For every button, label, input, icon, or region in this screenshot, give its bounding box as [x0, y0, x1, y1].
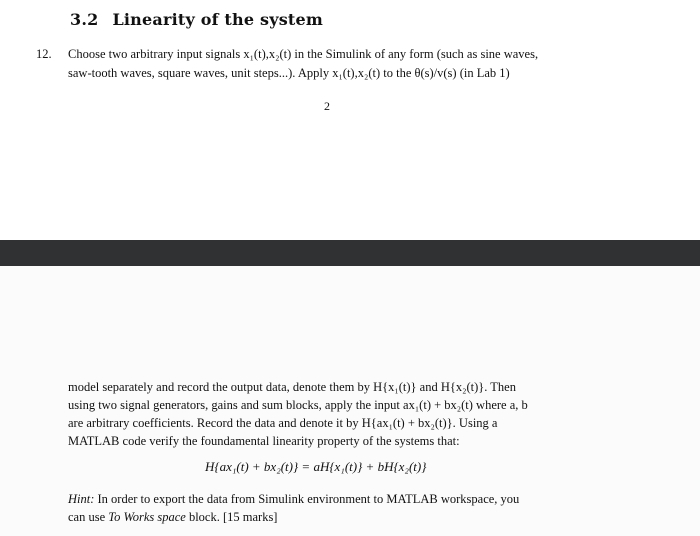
- hint-line-2-post: block. [15 marks]: [185, 510, 278, 524]
- hint-line-1-text: In order to export the data from Simulink environment to MATLAB workspace, you: [94, 492, 520, 506]
- question-line-1: Choose two arbitrary input signals x₁(t),x₂(t) in the Simulink of any form (such as sine waves,: [68, 47, 539, 61]
- question-12: [36, 45, 636, 83]
- section-title: Linearity of the system: [112, 10, 324, 29]
- page-number: 2: [324, 99, 330, 113]
- hint-label: Hint:: [68, 492, 95, 506]
- hint-block-name: To Works space: [108, 510, 186, 524]
- hint-line-2-pre: can use: [68, 510, 109, 524]
- hint-line-1: [68, 490, 628, 508]
- hint-block: [68, 490, 628, 526]
- section-heading: [70, 10, 323, 29]
- page-divider-band: [0, 240, 700, 266]
- question-number: 12.: [36, 47, 52, 61]
- section-number: 3.2: [70, 10, 99, 29]
- paragraph-line: using two signal generators, gains and sum blocks, apply the input ax₁(t) + bx₂(t) where a, b: [68, 398, 528, 412]
- linearity-equation: H{ax₁(t) + bx₂(t)} = aH{x₁(t)} + bH{x₂(t)}: [205, 459, 427, 474]
- paragraph-line: MATLAB code verify the foundamental linearity property of the systems that:: [68, 434, 460, 448]
- page-top-region: [0, 0, 700, 240]
- question-line-2: saw-tooth waves, square waves, unit steps...). Apply x₁(t),x₂(t) to the θ(s)/v(s) (in Lab 1): [68, 66, 510, 80]
- paragraph-line: model separately and record the output data, denote them by H{x₁(t)} and H{x₂(t)}. Then: [68, 380, 516, 394]
- hint-line-2: [68, 508, 628, 526]
- question-continuation: [68, 378, 628, 450]
- paragraph-line: are arbitrary coefficients. Record the data and denote it by H{ax₁(t) + bx₂(t)}. Using a: [68, 416, 498, 430]
